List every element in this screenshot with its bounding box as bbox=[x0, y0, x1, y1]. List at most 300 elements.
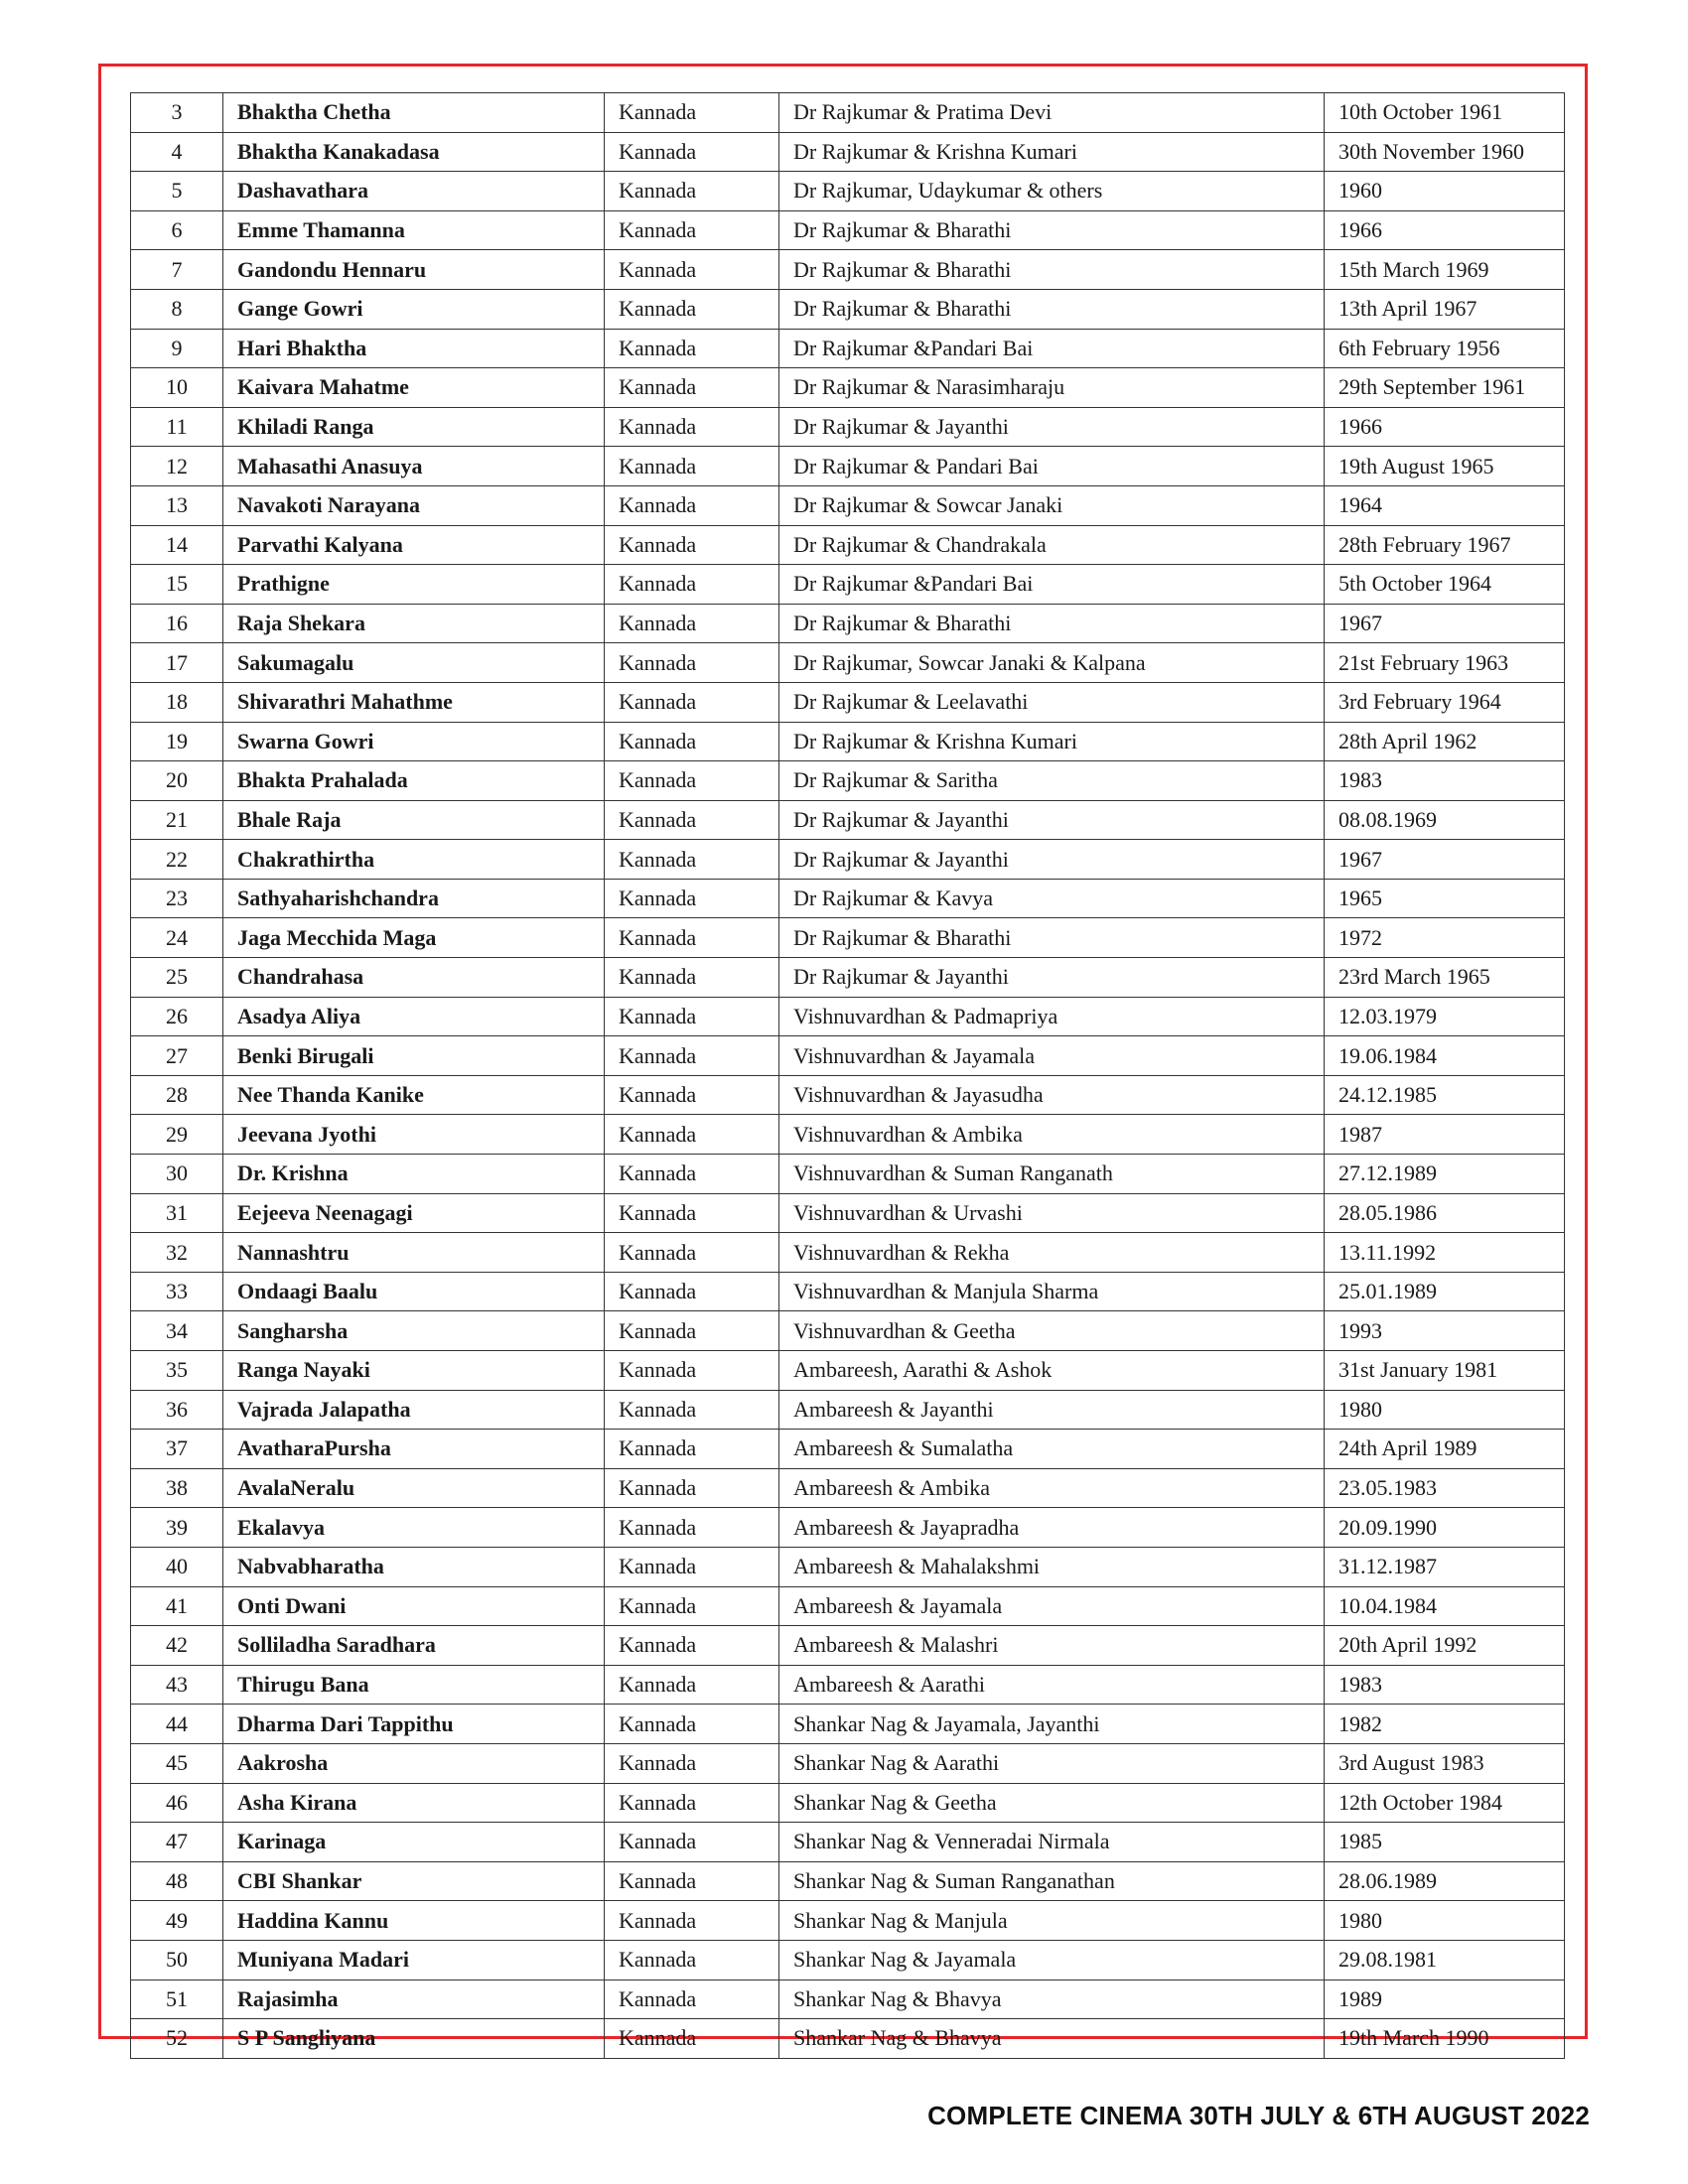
table-row bbox=[131, 958, 1565, 998]
table-row bbox=[131, 918, 1565, 958]
film-cast-cell: Dr Rajkumar & Jayanthi bbox=[779, 407, 1325, 447]
release-date-cell: 1989 bbox=[1325, 1979, 1565, 2019]
row-number-cell: 24 bbox=[131, 918, 223, 958]
film-title-cell: Shivarathri Mahathme bbox=[223, 682, 605, 722]
row-number-cell: 30 bbox=[131, 1155, 223, 1194]
film-cast-cell: Dr Rajkumar & Pratima Devi bbox=[779, 93, 1325, 133]
table-row bbox=[131, 93, 1565, 133]
release-date-cell: 10th October 1961 bbox=[1325, 93, 1565, 133]
table-row bbox=[131, 1115, 1565, 1155]
film-language-cell: Kannada bbox=[605, 1075, 779, 1115]
film-title-cell: Nabvabharatha bbox=[223, 1547, 605, 1586]
release-date-cell: 15th March 1969 bbox=[1325, 250, 1565, 290]
film-title-cell: Vajrada Jalapatha bbox=[223, 1390, 605, 1430]
film-language-cell: Kannada bbox=[605, 93, 779, 133]
film-cast-cell: Dr Rajkumar & Jayanthi bbox=[779, 800, 1325, 840]
release-date-cell: 1982 bbox=[1325, 1705, 1565, 1744]
table-row bbox=[131, 1468, 1565, 1508]
film-language-cell: Kannada bbox=[605, 250, 779, 290]
row-number-cell: 13 bbox=[131, 485, 223, 525]
row-number-cell: 11 bbox=[131, 407, 223, 447]
release-date-cell: 28.06.1989 bbox=[1325, 1861, 1565, 1901]
film-language-cell: Kannada bbox=[605, 329, 779, 368]
row-number-cell: 27 bbox=[131, 1036, 223, 1076]
film-cast-cell: Dr Rajkumar & Sowcar Janaki bbox=[779, 485, 1325, 525]
film-title-cell: Kaivara Mahatme bbox=[223, 368, 605, 408]
release-date-cell: 24.12.1985 bbox=[1325, 1075, 1565, 1115]
film-title-cell: Ekalavya bbox=[223, 1508, 605, 1548]
release-date-cell: 1987 bbox=[1325, 1115, 1565, 1155]
film-language-cell: Kannada bbox=[605, 604, 779, 643]
film-list-table bbox=[130, 92, 1565, 2059]
row-number-cell: 9 bbox=[131, 329, 223, 368]
film-language-cell: Kannada bbox=[605, 722, 779, 761]
row-number-cell: 33 bbox=[131, 1272, 223, 1311]
footer-caption: COMPLETE CINEMA 30TH JULY & 6TH AUGUST 2022 bbox=[927, 2101, 1590, 2130]
film-title-cell: Gange Gowri bbox=[223, 289, 605, 329]
release-date-cell: 19th March 1990 bbox=[1325, 2019, 1565, 2059]
film-language-cell: Kannada bbox=[605, 1272, 779, 1311]
row-number-cell: 42 bbox=[131, 1626, 223, 1666]
film-language-cell: Kannada bbox=[605, 485, 779, 525]
row-number-cell: 34 bbox=[131, 1311, 223, 1351]
film-title-cell: Dr. Krishna bbox=[223, 1155, 605, 1194]
table-row bbox=[131, 1351, 1565, 1391]
row-number-cell: 23 bbox=[131, 879, 223, 918]
table-row bbox=[131, 1783, 1565, 1823]
film-cast-cell: Ambareesh & Jayapradha bbox=[779, 1508, 1325, 1548]
release-date-cell: 1980 bbox=[1325, 1390, 1565, 1430]
film-cast-cell: Dr Rajkumar & Leelavathi bbox=[779, 682, 1325, 722]
film-language-cell: Kannada bbox=[605, 1901, 779, 1941]
film-language-cell: Kannada bbox=[605, 1430, 779, 1469]
row-number-cell: 50 bbox=[131, 1940, 223, 1979]
film-language-cell: Kannada bbox=[605, 1233, 779, 1273]
film-title-cell: Bhakta Prahalada bbox=[223, 761, 605, 801]
film-cast-cell: Vishnuvardhan & Jayasudha bbox=[779, 1075, 1325, 1115]
table-row bbox=[131, 1626, 1565, 1666]
table-row bbox=[131, 1075, 1565, 1115]
film-title-cell: Jaga Mecchida Maga bbox=[223, 918, 605, 958]
table-row bbox=[131, 879, 1565, 918]
row-number-cell: 5 bbox=[131, 172, 223, 211]
film-language-cell: Kannada bbox=[605, 918, 779, 958]
row-number-cell: 46 bbox=[131, 1783, 223, 1823]
row-number-cell: 45 bbox=[131, 1743, 223, 1783]
film-language-cell: Kannada bbox=[605, 840, 779, 880]
table-row bbox=[131, 407, 1565, 447]
row-number-cell: 48 bbox=[131, 1861, 223, 1901]
row-number-cell: 38 bbox=[131, 1468, 223, 1508]
release-date-cell: 30th November 1960 bbox=[1325, 132, 1565, 172]
film-cast-cell: Dr Rajkumar & Pandari Bai bbox=[779, 447, 1325, 486]
film-title-cell: Jeevana Jyothi bbox=[223, 1115, 605, 1155]
film-cast-cell: Ambareesh & Sumalatha bbox=[779, 1430, 1325, 1469]
table-row bbox=[131, 525, 1565, 565]
film-cast-cell: Dr Rajkumar & Krishna Kumari bbox=[779, 722, 1325, 761]
table-row bbox=[131, 1193, 1565, 1233]
film-title-cell: Navakoti Narayana bbox=[223, 485, 605, 525]
film-title-cell: Chandrahasa bbox=[223, 958, 605, 998]
film-title-cell: Nannashtru bbox=[223, 1233, 605, 1273]
film-cast-cell: Dr Rajkumar & Bharathi bbox=[779, 604, 1325, 643]
film-language-cell: Kannada bbox=[605, 1390, 779, 1430]
release-date-cell: 20.09.1990 bbox=[1325, 1508, 1565, 1548]
row-number-cell: 19 bbox=[131, 722, 223, 761]
row-number-cell: 22 bbox=[131, 840, 223, 880]
film-language-cell: Kannada bbox=[605, 1743, 779, 1783]
film-cast-cell: Dr Rajkumar & Bharathi bbox=[779, 918, 1325, 958]
film-cast-cell: Vishnuvardhan & Geetha bbox=[779, 1311, 1325, 1351]
row-number-cell: 15 bbox=[131, 565, 223, 605]
film-title-cell: Hari Bhaktha bbox=[223, 329, 605, 368]
film-title-cell: Dashavathara bbox=[223, 172, 605, 211]
film-title-cell: Bhaktha Kanakadasa bbox=[223, 132, 605, 172]
release-date-cell: 25.01.1989 bbox=[1325, 1272, 1565, 1311]
film-title-cell: Muniyana Madari bbox=[223, 1940, 605, 1979]
release-date-cell: 19th August 1965 bbox=[1325, 447, 1565, 486]
table-row bbox=[131, 1586, 1565, 1626]
film-cast-cell: Dr Rajkumar & Jayanthi bbox=[779, 840, 1325, 880]
release-date-cell: 23rd March 1965 bbox=[1325, 958, 1565, 998]
row-number-cell: 40 bbox=[131, 1547, 223, 1586]
release-date-cell: 19.06.1984 bbox=[1325, 1036, 1565, 1076]
film-cast-cell: Dr Rajkumar & Chandrakala bbox=[779, 525, 1325, 565]
release-date-cell: 28.05.1986 bbox=[1325, 1193, 1565, 1233]
film-title-cell: Parvathi Kalyana bbox=[223, 525, 605, 565]
row-number-cell: 43 bbox=[131, 1665, 223, 1705]
table-row bbox=[131, 1311, 1565, 1351]
table-row bbox=[131, 1430, 1565, 1469]
film-title-cell: Prathigne bbox=[223, 565, 605, 605]
film-title-cell: Gandondu Hennaru bbox=[223, 250, 605, 290]
film-cast-cell: Vishnuvardhan & Ambika bbox=[779, 1115, 1325, 1155]
row-number-cell: 47 bbox=[131, 1823, 223, 1862]
release-date-cell: 28th April 1962 bbox=[1325, 722, 1565, 761]
film-cast-cell: Ambareesh & Ambika bbox=[779, 1468, 1325, 1508]
release-date-cell: 1967 bbox=[1325, 604, 1565, 643]
table-row bbox=[131, 1743, 1565, 1783]
film-title-cell: S P Sangliyana bbox=[223, 2019, 605, 2059]
table-row bbox=[131, 289, 1565, 329]
release-date-cell: 1983 bbox=[1325, 1665, 1565, 1705]
film-title-cell: Bhaktha Chetha bbox=[223, 93, 605, 133]
table-row bbox=[131, 172, 1565, 211]
film-title-cell: Haddina Kannu bbox=[223, 1901, 605, 1941]
film-cast-cell: Shankar Nag & Jayamala bbox=[779, 1940, 1325, 1979]
film-cast-cell: Dr Rajkumar & Bharathi bbox=[779, 289, 1325, 329]
film-title-cell: CBI Shankar bbox=[223, 1861, 605, 1901]
table-row bbox=[131, 1823, 1565, 1862]
film-cast-cell: Vishnuvardhan & Rekha bbox=[779, 1233, 1325, 1273]
row-number-cell: 8 bbox=[131, 289, 223, 329]
table-row bbox=[131, 682, 1565, 722]
film-cast-cell: Ambareesh & Malashri bbox=[779, 1626, 1325, 1666]
table-row bbox=[131, 210, 1565, 250]
film-title-cell: Khiladi Ranga bbox=[223, 407, 605, 447]
film-cast-cell: Dr Rajkumar & Narasimharaju bbox=[779, 368, 1325, 408]
release-date-cell: 21st February 1963 bbox=[1325, 643, 1565, 683]
film-language-cell: Kannada bbox=[605, 1979, 779, 2019]
release-date-cell: 24th April 1989 bbox=[1325, 1430, 1565, 1469]
film-cast-cell: Ambareesh & Aarathi bbox=[779, 1665, 1325, 1705]
row-number-cell: 29 bbox=[131, 1115, 223, 1155]
row-number-cell: 39 bbox=[131, 1508, 223, 1548]
table-row bbox=[131, 447, 1565, 486]
film-title-cell: Aakrosha bbox=[223, 1743, 605, 1783]
release-date-cell: 13th April 1967 bbox=[1325, 289, 1565, 329]
table-row bbox=[131, 485, 1565, 525]
row-number-cell: 21 bbox=[131, 800, 223, 840]
release-date-cell: 1985 bbox=[1325, 1823, 1565, 1862]
film-language-cell: Kannada bbox=[605, 997, 779, 1036]
row-number-cell: 35 bbox=[131, 1351, 223, 1391]
film-title-cell: Rajasimha bbox=[223, 1979, 605, 2019]
film-cast-cell: Shankar Nag & Jayamala, Jayanthi bbox=[779, 1705, 1325, 1744]
film-cast-cell: Dr Rajkumar &Pandari Bai bbox=[779, 565, 1325, 605]
release-date-cell: 31st January 1981 bbox=[1325, 1351, 1565, 1391]
table-row bbox=[131, 840, 1565, 880]
row-number-cell: 28 bbox=[131, 1075, 223, 1115]
film-cast-cell: Dr Rajkumar &Pandari Bai bbox=[779, 329, 1325, 368]
film-cast-cell: Dr Rajkumar & Kavya bbox=[779, 879, 1325, 918]
film-cast-cell: Shankar Nag & Venneradai Nirmala bbox=[779, 1823, 1325, 1862]
row-number-cell: 10 bbox=[131, 368, 223, 408]
release-date-cell: 1993 bbox=[1325, 1311, 1565, 1351]
table-row bbox=[131, 1547, 1565, 1586]
release-date-cell: 1980 bbox=[1325, 1901, 1565, 1941]
film-language-cell: Kannada bbox=[605, 1783, 779, 1823]
release-date-cell: 6th February 1956 bbox=[1325, 329, 1565, 368]
film-language-cell: Kannada bbox=[605, 565, 779, 605]
film-language-cell: Kannada bbox=[605, 1626, 779, 1666]
film-language-cell: Kannada bbox=[605, 2019, 779, 2059]
row-number-cell: 3 bbox=[131, 93, 223, 133]
row-number-cell: 51 bbox=[131, 1979, 223, 2019]
release-date-cell: 1965 bbox=[1325, 879, 1565, 918]
row-number-cell: 36 bbox=[131, 1390, 223, 1430]
release-date-cell: 27.12.1989 bbox=[1325, 1155, 1565, 1194]
table-row bbox=[131, 1901, 1565, 1941]
row-number-cell: 49 bbox=[131, 1901, 223, 1941]
film-title-cell: Eejeeva Neenagagi bbox=[223, 1193, 605, 1233]
film-title-cell: Bhale Raja bbox=[223, 800, 605, 840]
film-language-cell: Kannada bbox=[605, 1586, 779, 1626]
release-date-cell: 28th February 1967 bbox=[1325, 525, 1565, 565]
film-cast-cell: Vishnuvardhan & Padmapriya bbox=[779, 997, 1325, 1036]
film-title-cell: Sakumagalu bbox=[223, 643, 605, 683]
release-date-cell: 29.08.1981 bbox=[1325, 1940, 1565, 1979]
film-cast-cell: Vishnuvardhan & Urvashi bbox=[779, 1193, 1325, 1233]
film-list-body bbox=[131, 93, 1565, 2059]
film-title-cell: Ondaagi Baalu bbox=[223, 1272, 605, 1311]
film-cast-cell: Shankar Nag & Aarathi bbox=[779, 1743, 1325, 1783]
table-row bbox=[131, 368, 1565, 408]
release-date-cell: 23.05.1983 bbox=[1325, 1468, 1565, 1508]
table-row bbox=[131, 604, 1565, 643]
film-language-cell: Kannada bbox=[605, 761, 779, 801]
film-title-cell: Onti Dwani bbox=[223, 1586, 605, 1626]
release-date-cell: 31.12.1987 bbox=[1325, 1547, 1565, 1586]
table-row bbox=[131, 722, 1565, 761]
film-title-cell: Emme Thamanna bbox=[223, 210, 605, 250]
film-language-cell: Kannada bbox=[605, 289, 779, 329]
table-row bbox=[131, 1390, 1565, 1430]
film-cast-cell: Dr Rajkumar & Saritha bbox=[779, 761, 1325, 801]
row-number-cell: 12 bbox=[131, 447, 223, 486]
film-cast-cell: Dr Rajkumar, Udaykumar & others bbox=[779, 172, 1325, 211]
film-cast-cell: Ambareesh & Jayanthi bbox=[779, 1390, 1325, 1430]
film-cast-cell: Shankar Nag & Suman Ranganathan bbox=[779, 1861, 1325, 1901]
row-number-cell: 20 bbox=[131, 761, 223, 801]
table-row bbox=[131, 1508, 1565, 1548]
row-number-cell: 14 bbox=[131, 525, 223, 565]
release-date-cell: 08.08.1969 bbox=[1325, 800, 1565, 840]
row-number-cell: 4 bbox=[131, 132, 223, 172]
film-cast-cell: Ambareesh, Aarathi & Ashok bbox=[779, 1351, 1325, 1391]
table-row bbox=[131, 997, 1565, 1036]
film-language-cell: Kannada bbox=[605, 1311, 779, 1351]
table-row bbox=[131, 1705, 1565, 1744]
table-row bbox=[131, 761, 1565, 801]
film-language-cell: Kannada bbox=[605, 1940, 779, 1979]
film-cast-cell: Shankar Nag & Bhavya bbox=[779, 1979, 1325, 2019]
film-language-cell: Kannada bbox=[605, 1155, 779, 1194]
release-date-cell: 1964 bbox=[1325, 485, 1565, 525]
row-number-cell: 31 bbox=[131, 1193, 223, 1233]
release-date-cell: 1972 bbox=[1325, 918, 1565, 958]
film-title-cell: Nee Thanda Kanike bbox=[223, 1075, 605, 1115]
table-row bbox=[131, 1940, 1565, 1979]
row-number-cell: 6 bbox=[131, 210, 223, 250]
film-cast-cell: Dr Rajkumar & Bharathi bbox=[779, 210, 1325, 250]
table-row bbox=[131, 1979, 1565, 2019]
film-title-cell: Karinaga bbox=[223, 1823, 605, 1862]
film-title-cell: AvatharaPursha bbox=[223, 1430, 605, 1469]
film-cast-cell: Vishnuvardhan & Manjula Sharma bbox=[779, 1272, 1325, 1311]
release-date-cell: 1967 bbox=[1325, 840, 1565, 880]
film-title-cell: Sathyaharishchandra bbox=[223, 879, 605, 918]
film-language-cell: Kannada bbox=[605, 879, 779, 918]
film-cast-cell: Shankar Nag & Bhavya bbox=[779, 2019, 1325, 2059]
film-language-cell: Kannada bbox=[605, 1115, 779, 1155]
film-language-cell: Kannada bbox=[605, 1705, 779, 1744]
film-cast-cell: Dr Rajkumar & Krishna Kumari bbox=[779, 132, 1325, 172]
release-date-cell: 3rd February 1964 bbox=[1325, 682, 1565, 722]
film-language-cell: Kannada bbox=[605, 800, 779, 840]
table-row bbox=[131, 1861, 1565, 1901]
film-cast-cell: Dr Rajkumar & Jayanthi bbox=[779, 958, 1325, 998]
film-cast-cell: Dr Rajkumar & Bharathi bbox=[779, 250, 1325, 290]
row-number-cell: 18 bbox=[131, 682, 223, 722]
film-title-cell: Asha Kirana bbox=[223, 1783, 605, 1823]
film-cast-cell: Dr Rajkumar, Sowcar Janaki & Kalpana bbox=[779, 643, 1325, 683]
film-title-cell: Asadya Aliya bbox=[223, 997, 605, 1036]
row-number-cell: 26 bbox=[131, 997, 223, 1036]
film-language-cell: Kannada bbox=[605, 1508, 779, 1548]
release-date-cell: 1960 bbox=[1325, 172, 1565, 211]
row-number-cell: 32 bbox=[131, 1233, 223, 1273]
film-language-cell: Kannada bbox=[605, 1468, 779, 1508]
film-cast-cell: Vishnuvardhan & Jayamala bbox=[779, 1036, 1325, 1076]
film-title-cell: Sangharsha bbox=[223, 1311, 605, 1351]
film-title-cell: Solliladha Saradhara bbox=[223, 1626, 605, 1666]
row-number-cell: 16 bbox=[131, 604, 223, 643]
film-cast-cell: Ambareesh & Jayamala bbox=[779, 1586, 1325, 1626]
film-language-cell: Kannada bbox=[605, 172, 779, 211]
film-language-cell: Kannada bbox=[605, 1547, 779, 1586]
film-language-cell: Kannada bbox=[605, 643, 779, 683]
film-title-cell: Benki Birugali bbox=[223, 1036, 605, 1076]
release-date-cell: 3rd August 1983 bbox=[1325, 1743, 1565, 1783]
film-language-cell: Kannada bbox=[605, 958, 779, 998]
table-row bbox=[131, 1155, 1565, 1194]
film-language-cell: Kannada bbox=[605, 1036, 779, 1076]
film-title-cell: Mahasathi Anasuya bbox=[223, 447, 605, 486]
film-cast-cell: Ambareesh & Mahalakshmi bbox=[779, 1547, 1325, 1586]
film-language-cell: Kannada bbox=[605, 368, 779, 408]
table-row bbox=[131, 800, 1565, 840]
table-row bbox=[131, 1272, 1565, 1311]
row-number-cell: 44 bbox=[131, 1705, 223, 1744]
release-date-cell: 20th April 1992 bbox=[1325, 1626, 1565, 1666]
release-date-cell: 1983 bbox=[1325, 761, 1565, 801]
table-row bbox=[131, 1665, 1565, 1705]
film-language-cell: Kannada bbox=[605, 525, 779, 565]
row-number-cell: 52 bbox=[131, 2019, 223, 2059]
row-number-cell: 17 bbox=[131, 643, 223, 683]
film-language-cell: Kannada bbox=[605, 447, 779, 486]
release-date-cell: 13.11.1992 bbox=[1325, 1233, 1565, 1273]
film-title-cell: Swarna Gowri bbox=[223, 722, 605, 761]
film-title-cell: Chakrathirtha bbox=[223, 840, 605, 880]
release-date-cell: 5th October 1964 bbox=[1325, 565, 1565, 605]
film-title-cell: AvalaNeralu bbox=[223, 1468, 605, 1508]
film-cast-cell: Vishnuvardhan & Suman Ranganath bbox=[779, 1155, 1325, 1194]
row-number-cell: 37 bbox=[131, 1430, 223, 1469]
table-row bbox=[131, 329, 1565, 368]
table-row bbox=[131, 250, 1565, 290]
table-row bbox=[131, 1036, 1565, 1076]
row-number-cell: 41 bbox=[131, 1586, 223, 1626]
film-language-cell: Kannada bbox=[605, 407, 779, 447]
film-cast-cell: Shankar Nag & Manjula bbox=[779, 1901, 1325, 1941]
film-language-cell: Kannada bbox=[605, 1193, 779, 1233]
row-number-cell: 7 bbox=[131, 250, 223, 290]
film-cast-cell: Shankar Nag & Geetha bbox=[779, 1783, 1325, 1823]
film-language-cell: Kannada bbox=[605, 682, 779, 722]
film-language-cell: Kannada bbox=[605, 132, 779, 172]
film-language-cell: Kannada bbox=[605, 1823, 779, 1862]
table-row bbox=[131, 1233, 1565, 1273]
table-row bbox=[131, 132, 1565, 172]
film-title-cell: Raja Shekara bbox=[223, 604, 605, 643]
release-date-cell: 12.03.1979 bbox=[1325, 997, 1565, 1036]
release-date-cell: 29th September 1961 bbox=[1325, 368, 1565, 408]
release-date-cell: 1966 bbox=[1325, 210, 1565, 250]
table-row bbox=[131, 2019, 1565, 2059]
film-title-cell: Dharma Dari Tappithu bbox=[223, 1705, 605, 1744]
table-row bbox=[131, 565, 1565, 605]
film-language-cell: Kannada bbox=[605, 1665, 779, 1705]
film-language-cell: Kannada bbox=[605, 1861, 779, 1901]
release-date-cell: 10.04.1984 bbox=[1325, 1586, 1565, 1626]
film-title-cell: Thirugu Bana bbox=[223, 1665, 605, 1705]
row-number-cell: 25 bbox=[131, 958, 223, 998]
film-title-cell: Ranga Nayaki bbox=[223, 1351, 605, 1391]
film-language-cell: Kannada bbox=[605, 1351, 779, 1391]
release-date-cell: 12th October 1984 bbox=[1325, 1783, 1565, 1823]
